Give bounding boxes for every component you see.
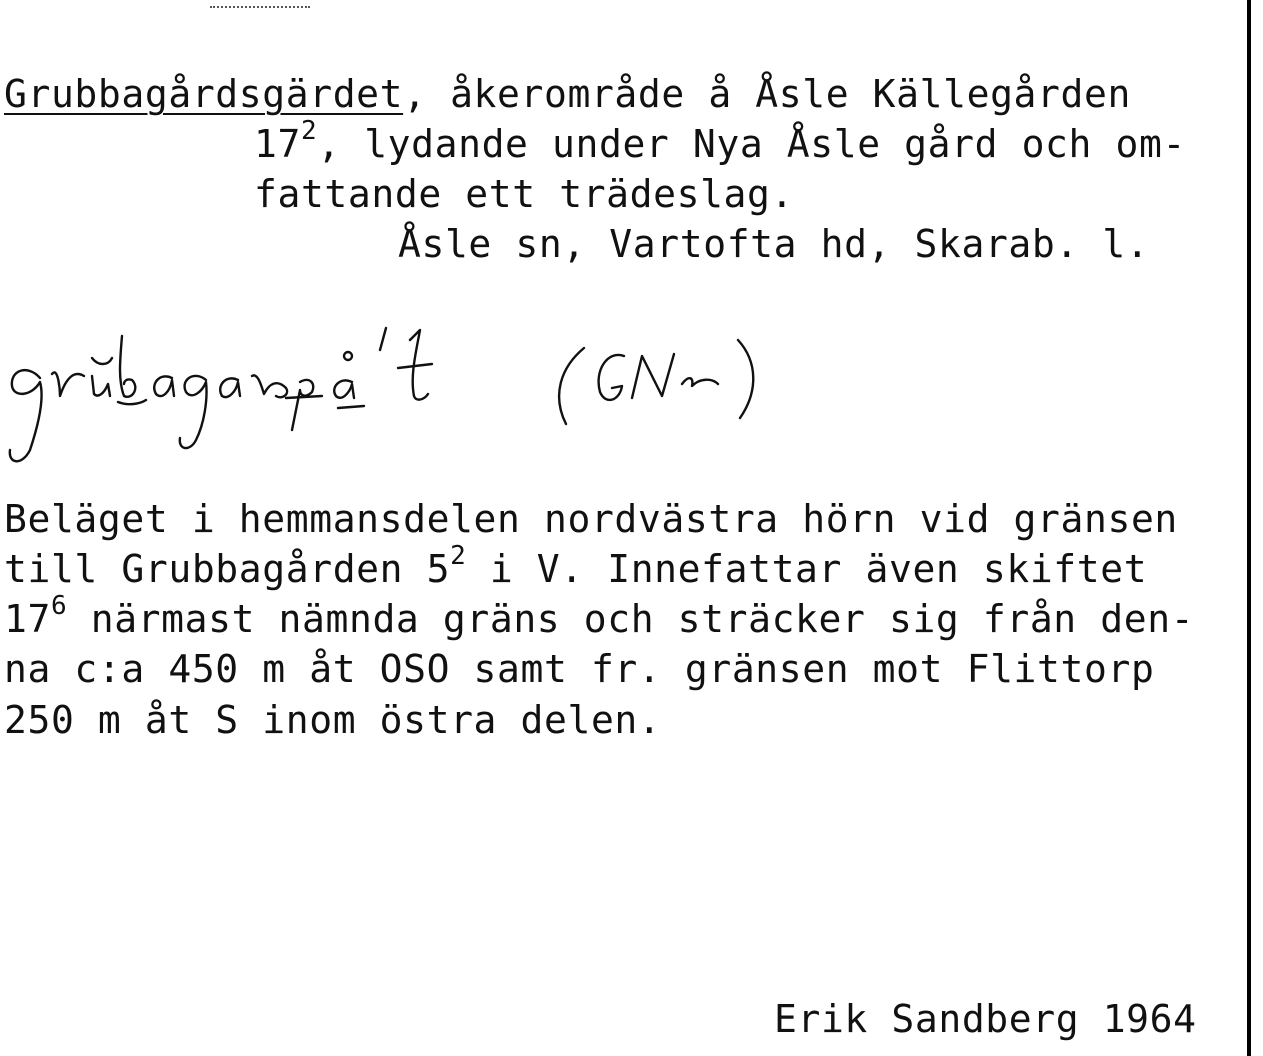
header-rest: , åkerområde å Åsle Källegården [403, 72, 1131, 116]
property-number-sup: 2 [300, 116, 318, 147]
signature: Erik Sandberg 1964 [774, 997, 1197, 1041]
card-edge-line [1247, 0, 1251, 1056]
handwritten-annotation [0, 300, 780, 470]
location-line: Åsle sn, Vartofta hd, Skarab. l. [398, 222, 1150, 266]
body-line-3 [4, 591, 1195, 641]
header-line [4, 72, 1131, 116]
svg-text:grubbagardsgärdet (GNr): grubbagardsgärdet (GNr) [0, 300, 14, 301]
body-line-1: Beläget i hemmansdelen nordvästra hörn vid gränsen [4, 497, 1178, 541]
body-line-2 [4, 541, 1148, 591]
top-edge-marks [210, 6, 310, 10]
headword: Grubbagårdsgärdet [4, 72, 404, 116]
header-line-3: fattande ett trädeslag. [254, 172, 794, 216]
body-line-3-rest: närmast nämnda gräns och sträcker sig från den- [67, 597, 1195, 641]
body-line-2-text: till Grubbagården 5 [4, 547, 451, 591]
body-line-5: 250 m åt S inom östra delen. [4, 698, 662, 742]
body-line-3-sup: 6 [50, 591, 68, 622]
body-line-2-sup: 2 [450, 541, 467, 572]
property-number: 17 [254, 122, 301, 166]
body-line-3-text: 17 [4, 597, 51, 641]
header-line-2 [254, 116, 1186, 166]
body-line-4: na c:a 450 m åt OSO samt fr. gränsen mot Flittorp [4, 647, 1155, 691]
body-line-2-rest: i V. Innefattar även skiftet [466, 547, 1148, 591]
header-line-2-text: , lydande under Nya Åsle gård och om- [317, 122, 1186, 166]
